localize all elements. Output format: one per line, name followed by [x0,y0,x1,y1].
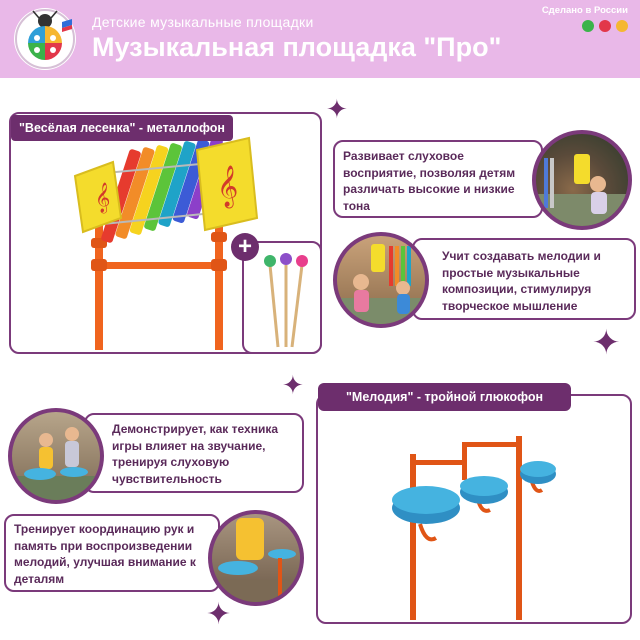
treble-clef-icon: 𝄞 [95,183,111,213]
mallets-panel [242,241,322,354]
photo-children-with-drums [8,408,104,504]
sparkle-icon: ✦ [326,94,348,124]
site-subtitle: Детские музыкальные площадки [92,14,314,30]
pink-mallet-head-icon [296,255,308,267]
benefit-hearing-text: Развивает слуховое восприятие, позволяя детям различать высокие и низкие тона [333,140,543,218]
photo-boy-playing-drums [208,510,304,606]
yellow-dot-icon [616,20,628,32]
glockenspiel-panel [316,394,632,624]
treble-clef-icon: 𝄞 [217,166,239,207]
glockenspiel-tag: "Мелодия" - тройной глюкофон [318,383,571,411]
sparkle-icon: ✦ [592,324,621,362]
page-title: Музыкальная площадка "Про" [92,32,502,62]
red-dot-icon [599,20,611,32]
photo-girl-playing-metallophone [532,130,632,230]
sparkle-icon: ✦ [206,598,232,631]
green-mallet-head-icon [264,255,276,267]
metallophone-tag: "Весёлая лесенка" - металлофон [11,115,233,141]
green-dot-icon [582,20,594,32]
benefit-coordination-text: Тренирует координацию рук и память при воспроизведении мелодий, улучшая внимание к деталям [4,514,220,592]
benefit-technique-text: Демонстрирует, как техника игры влияет на звучание, тренируя слуховую чувствительность [84,413,304,493]
photo-children-with-mallets [333,232,429,328]
header-bar [0,0,640,78]
color-dots [582,20,628,32]
made-in-russia-label: Сделано в России [541,5,628,16]
plus-icon: + [231,233,259,261]
glockenspiel-illustration [318,396,630,622]
sparkle-icon: ✦ [282,370,304,400]
benefit-creativity-text: Учит создавать мелодии и простые музыкальные композиции, стимулируя творческое мышление [412,238,636,320]
purple-mallet-head-icon [280,253,292,265]
ladybug-logo-icon [14,8,76,70]
